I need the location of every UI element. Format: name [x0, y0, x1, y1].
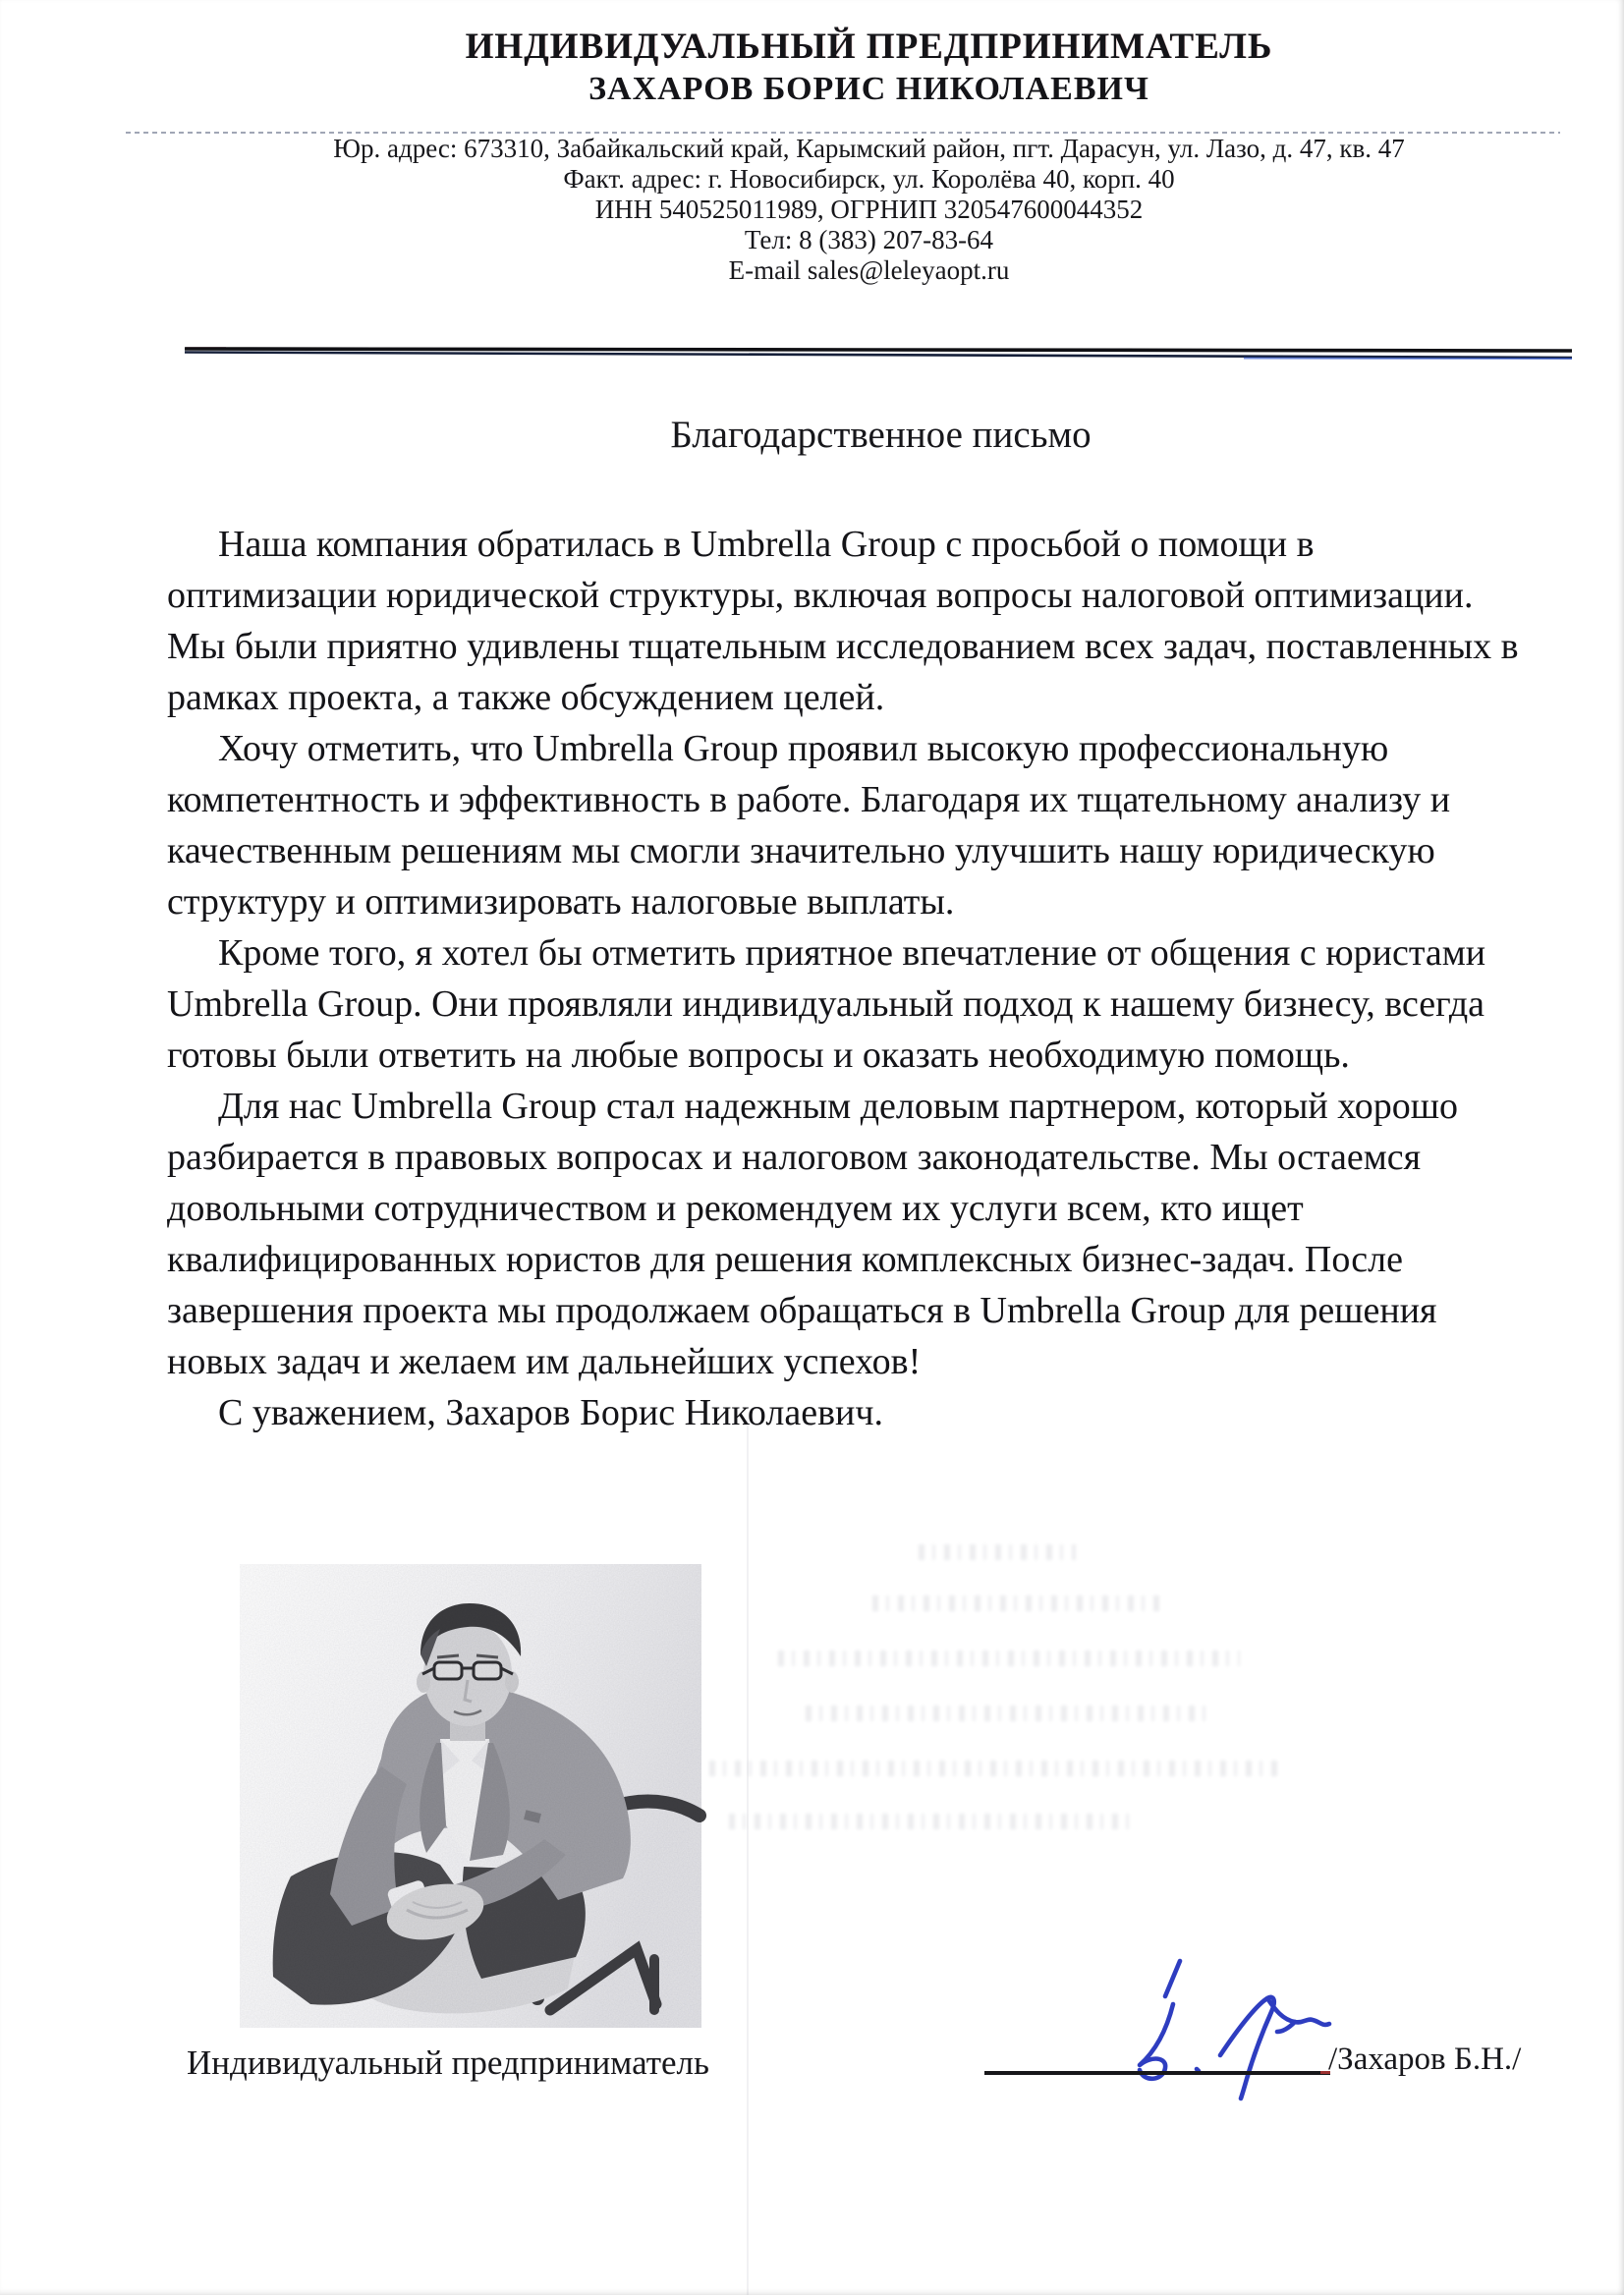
inn-ogrnip-line: ИНН 540525011989, ОГРНИП 320547600044352 — [594, 195, 1144, 224]
closing-line: С уважением, Захаров Борис Николаевич. — [218, 1392, 883, 1433]
signer-name: /Захаров Б.Н./ — [1328, 2042, 1522, 2077]
signature-line — [984, 2071, 1330, 2075]
letter-title: Благодарственное письмо — [670, 414, 1092, 456]
header-rule — [183, 344, 1574, 362]
letterhead-divider-line — [126, 132, 1560, 134]
letter-body — [167, 519, 1525, 1438]
paragraph-4: Для нас Umbrella Group стал надежным деловым партнером, который хорошо разбирается в правовых вопросах и налоговом законодательстве. Мы остаемся довольными сотрудничеством и рекомендуем их услуги всем, кто ищет квалифицированных юристов для решения комплексных бизнес-задач. После завершения проекта мы продолжаем обращаться в Umbrella Group для решения новых задач и желаем им дальнейших успехов! — [167, 1086, 1459, 1382]
phone-line: Тел: 8 (383) 207-83-64 — [744, 225, 994, 254]
photo-caption: Индивидуальный предприниматель — [187, 2043, 709, 2082]
letterhead-address-block — [57, 134, 1624, 286]
paragraph-2: Хочу отметить, что Umbrella Group проявил высокую профессиональную компетентность и эффективность в работе. Благодаря их тщательному анализу и качественным решениям мы смогли значительно улучшить нашу юридическую структуру и оптимизировать налоговые выплаты. — [167, 728, 1451, 923]
legal-address-line: Юр. адрес: 673310, Забайкальский край, Карымский район, пгт. Дарасун, ул. Лазо, д. 47, кв. 47 — [333, 134, 1405, 163]
letterhead — [57, 26, 1624, 286]
email-line: E-mail sales@leleyaopt.ru — [728, 255, 1010, 285]
letterhead-title-line1: ИНДИВИДУАЛЬНЫЙ ПРЕДПРИНИМАТЕЛЬ — [465, 27, 1273, 67]
paragraph-3: Кроме того, я хотел бы отметить приятное впечатление от общения с юристами Umbrella Group. Они проявляли индивидуальный подход к нашему бизнесу, всегда готовы были ответить на любые вопросы и оказать необходимую помощь. — [167, 932, 1486, 1076]
letterhead-title-line2: ЗАХАРОВ БОРИС НИКОЛАЕВИЧ — [588, 71, 1149, 107]
paragraph-1: Наша компания обратилась в Umbrella Group с просьбой о помощи в оптимизации юридической структуры, включая вопросы налоговой оптимизации. Мы были приятно удивлены тщательным исследованием всех задач, поставленных в рамках проекта, а также обсуждением целей. — [167, 524, 1519, 718]
entrepreneur-photo — [234, 1564, 707, 2042]
actual-address-line: Факт. адрес: г. Новосибирск, ул. Королёва 40, корп. 40 — [563, 164, 1175, 194]
handwritten-signature — [1053, 1953, 1334, 2110]
